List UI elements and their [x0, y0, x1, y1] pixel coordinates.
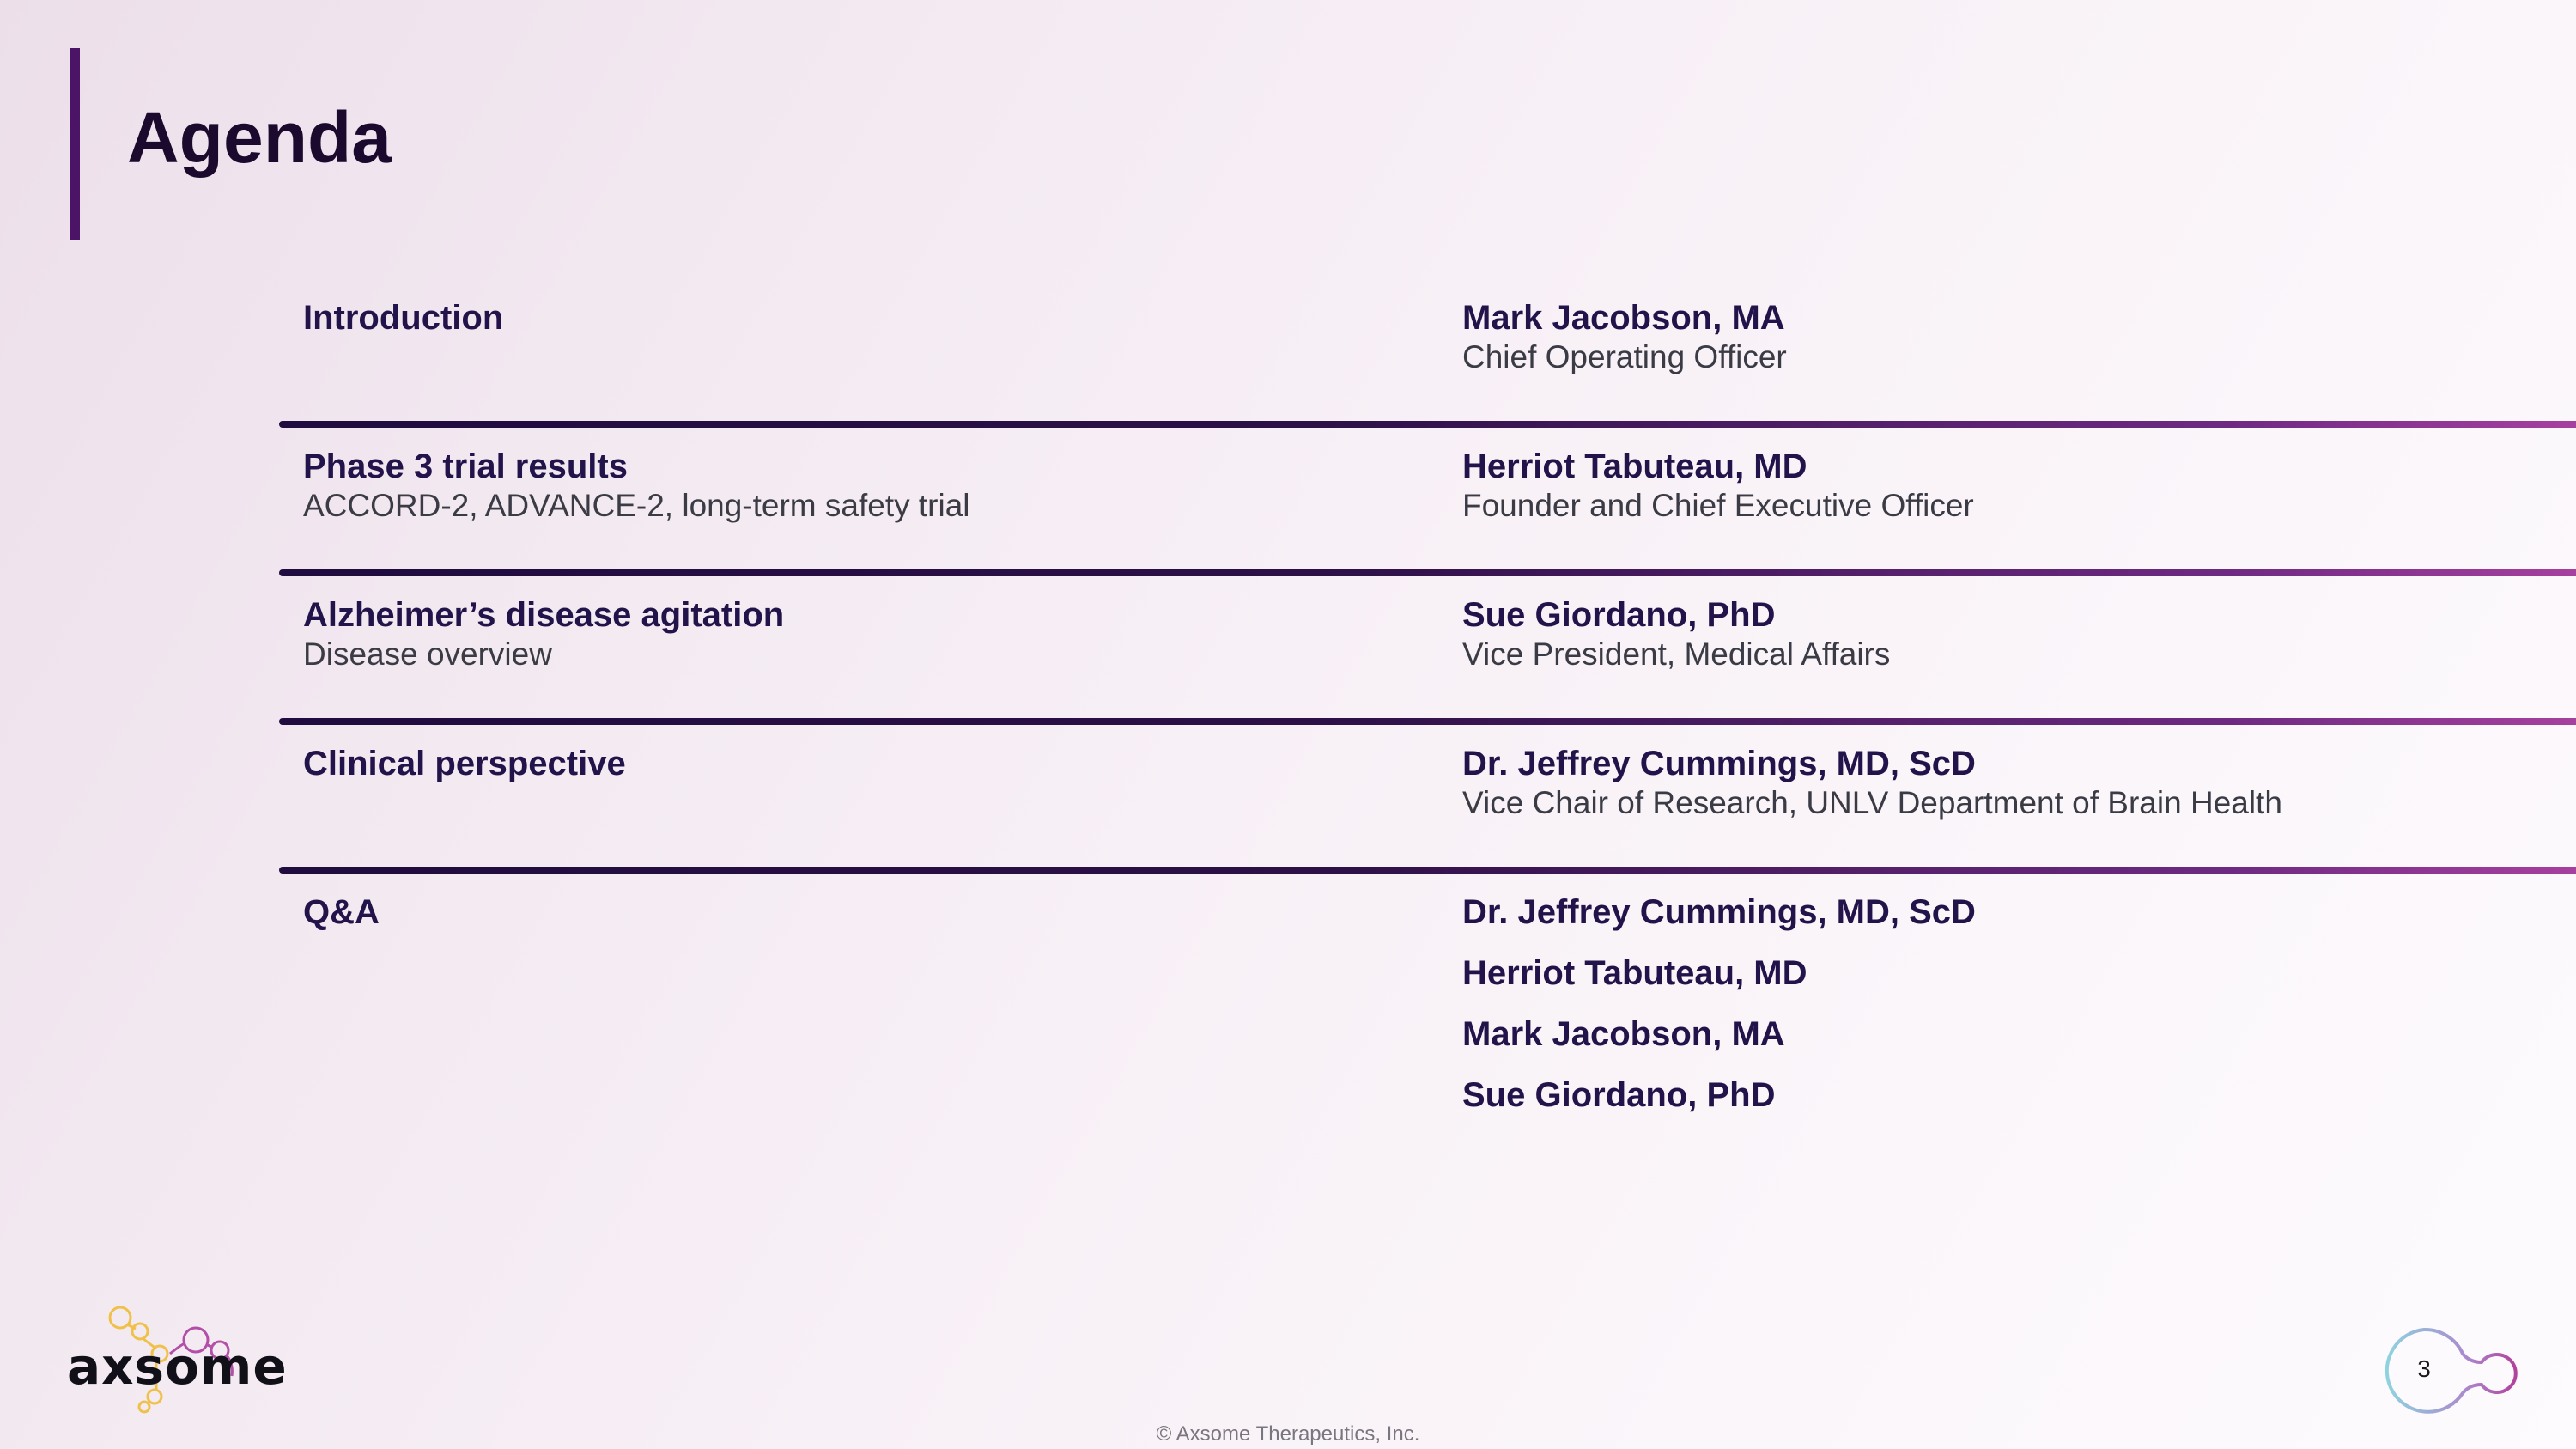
- row-divider: [279, 867, 2576, 874]
- agenda-row-phase3: [279, 432, 2576, 581]
- agenda-speaker: [1462, 298, 2536, 377]
- page-molecule-icon: [2368, 1323, 2523, 1426]
- row-divider: [279, 421, 2576, 428]
- footer-copyright: © Axsome Therapeutics, Inc.: [1156, 1422, 1420, 1446]
- qa-speaker-name: Mark Jacobson, MA: [1462, 1015, 1785, 1053]
- topic-title: Alzheimer’s disease agitation: [303, 596, 785, 634]
- topic-title: Q&A: [303, 893, 380, 931]
- title-accent-bar: [70, 48, 80, 240]
- agenda-speaker: [1462, 447, 2536, 526]
- topic-title: Clinical perspective: [303, 745, 626, 782]
- agenda-row-clinical: [279, 729, 2576, 878]
- topic-subtitle: Disease overview: [303, 636, 552, 672]
- agenda-topic: [303, 447, 1419, 526]
- row-divider: [279, 718, 2576, 725]
- page-number: 3: [2417, 1355, 2431, 1382]
- speaker-name: Mark Jacobson, MA: [1462, 299, 1785, 337]
- topic-title: Phase 3 trial results: [303, 447, 628, 485]
- page-number-badge: [2368, 1323, 2523, 1426]
- speaker-role: Vice President, Medical Affairs: [1462, 636, 1891, 672]
- qa-speaker-list: [1462, 892, 2536, 1136]
- agenda-row-introduction: [279, 283, 2576, 432]
- speaker-name: Sue Giordano, PhD: [1462, 596, 1776, 634]
- agenda-speaker: [1462, 595, 2536, 674]
- agenda-topic: [303, 744, 1419, 783]
- qa-speaker-name: Dr. Jeffrey Cummings, MD, ScD: [1462, 893, 1976, 931]
- page-title: Agenda: [127, 97, 392, 178]
- agenda-row-qa: [279, 878, 2576, 1153]
- topic-subtitle: ACCORD-2, ADVANCE-2, long-term safety trial: [303, 488, 970, 523]
- speaker-role: Vice Chair of Research, UNLV Department of Brain Health: [1462, 785, 2282, 820]
- agenda-topic: [303, 595, 1419, 674]
- topic-title: Introduction: [303, 299, 504, 337]
- logo-wordmark: axsome: [67, 1337, 288, 1396]
- qa-speaker-name: Herriot Tabuteau, MD: [1462, 954, 1807, 992]
- agenda-topic: [303, 892, 1419, 932]
- speaker-name: Herriot Tabuteau, MD: [1462, 447, 1807, 485]
- company-logo: [67, 1306, 288, 1417]
- agenda-table: [279, 283, 2576, 1153]
- agenda-speaker: [1462, 744, 2536, 823]
- row-divider: [279, 569, 2576, 576]
- agenda-topic: [303, 298, 1419, 338]
- agenda-row-alzheimers: [279, 581, 2576, 729]
- speaker-role: Founder and Chief Executive Officer: [1462, 488, 1974, 523]
- qa-speaker-name: Sue Giordano, PhD: [1462, 1076, 1776, 1114]
- speaker-name: Dr. Jeffrey Cummings, MD, ScD: [1462, 745, 1976, 782]
- speaker-role: Chief Operating Officer: [1462, 339, 1787, 374]
